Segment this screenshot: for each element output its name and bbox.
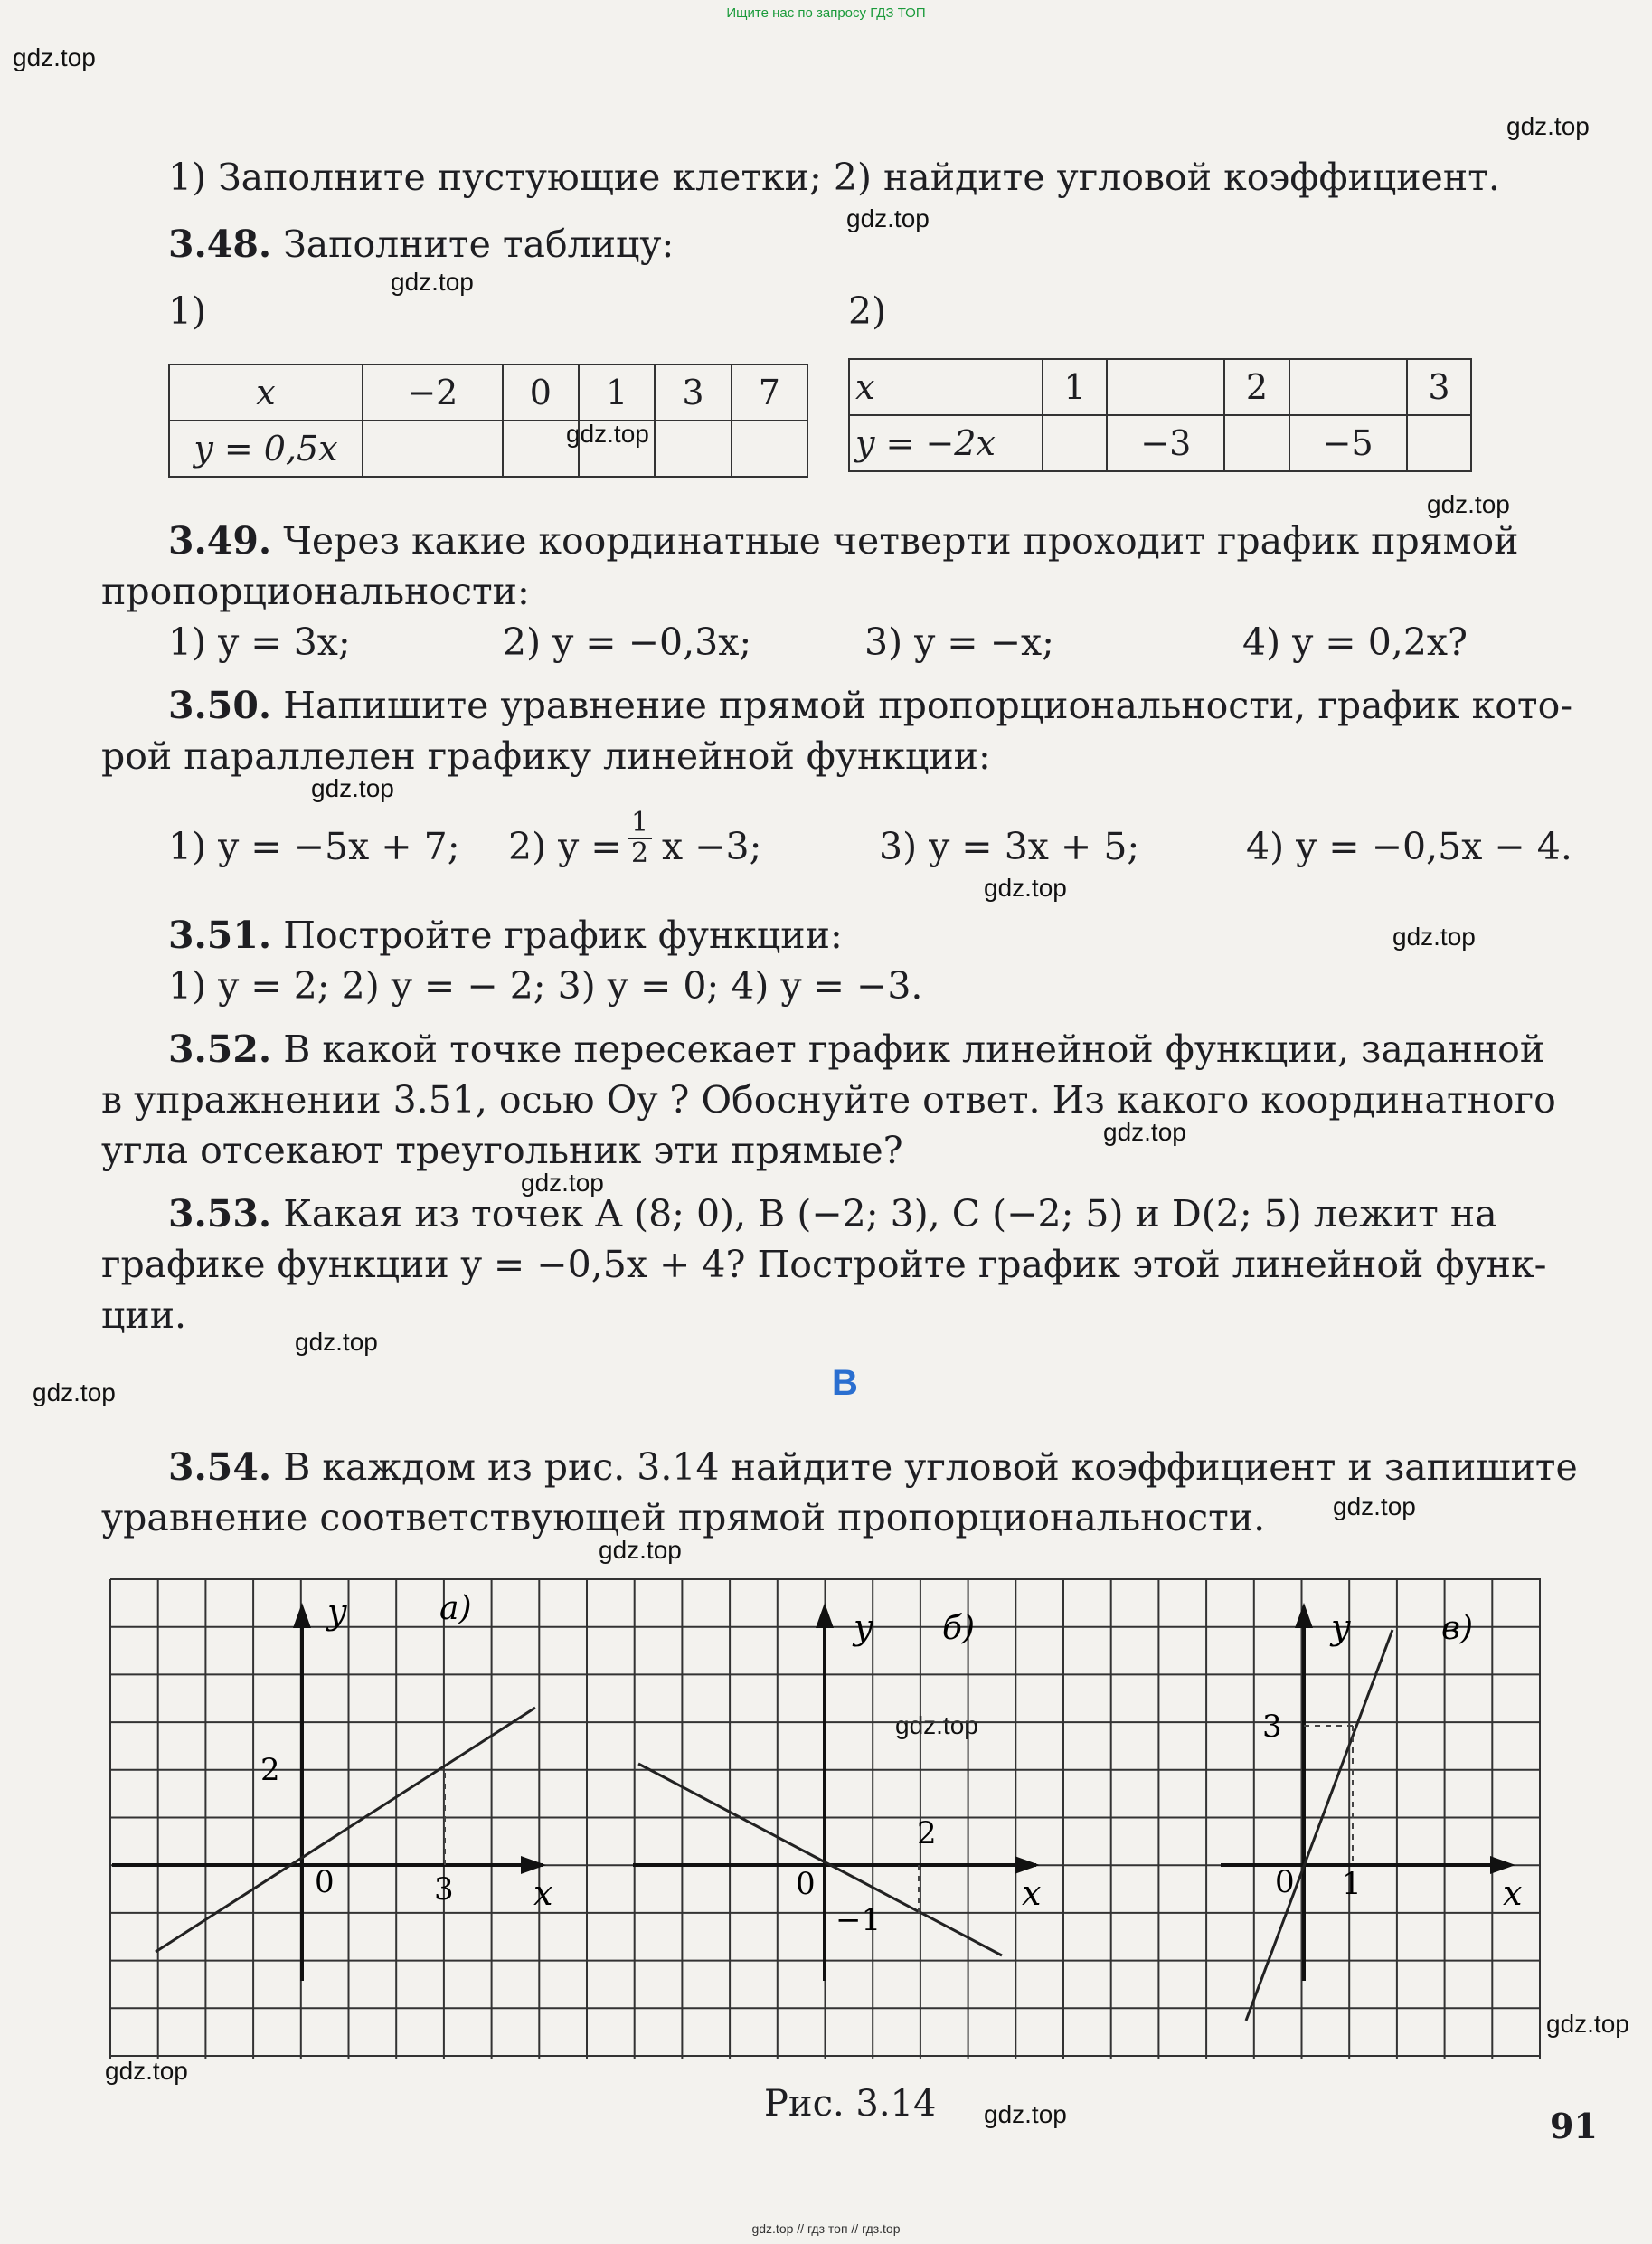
plot-a bbox=[112, 1590, 552, 1981]
x-axis-label: x bbox=[1022, 1873, 1042, 1913]
origin-label: 0 bbox=[796, 1866, 816, 1902]
exercise-3-54-line2: уравнение соответствующей прямой пропорциональности. bbox=[101, 1496, 1266, 1539]
table-cell: 1 bbox=[1043, 359, 1107, 415]
exercise-number: 3.54. bbox=[168, 1445, 272, 1489]
exercise-3-49-line1: 3.49. Через какие координатные четверти проходит график прямой bbox=[168, 519, 1519, 563]
origin-label: 0 bbox=[1275, 1864, 1295, 1900]
table-header-y: y = −2x bbox=[849, 415, 1043, 471]
fraction-one-half: $\frac{1}{2}$ bbox=[628, 809, 652, 867]
y-axis-label: y bbox=[854, 1607, 873, 1647]
exercise-3-53-line2: графике функции y = −0,5x + 4? Постройте график этой линейной функ- bbox=[101, 1243, 1547, 1286]
watermark: gdz.top bbox=[391, 268, 474, 296]
watermark: gdz.top bbox=[1546, 2010, 1629, 2038]
exercise-number: 3.49. bbox=[168, 519, 272, 563]
watermark: gdz.top bbox=[1333, 1492, 1416, 1520]
x-axis-arrow bbox=[1015, 1856, 1040, 1874]
line-graph-c bbox=[1246, 1630, 1392, 2021]
watermark: gdz.top bbox=[599, 1536, 682, 1564]
top-banner: Ищите нас по запросу ГДЗ ТОП bbox=[726, 5, 926, 21]
y-tick-label: −1 bbox=[835, 1902, 882, 1938]
bottom-banner: gdz.top // гдз топ // гдз.top bbox=[751, 2221, 901, 2236]
table-cell: 7 bbox=[732, 365, 807, 421]
exercise-3-50-line2: рой параллелен графику линейной функции: bbox=[101, 734, 991, 778]
watermark: gdz.top bbox=[311, 774, 394, 802]
section-letter: В bbox=[832, 1363, 858, 1403]
page-number: 91 bbox=[1550, 2106, 1598, 2146]
exercise-3-52-line1: 3.52. В какой точке пересекает график линейной функции, заданной bbox=[168, 1027, 1545, 1071]
x-axis-label: x bbox=[533, 1873, 553, 1913]
origin-label: 0 bbox=[315, 1864, 335, 1900]
y-axis-arrow bbox=[293, 1603, 311, 1628]
watermark: gdz.top bbox=[13, 43, 96, 71]
watermark: gdz.top bbox=[1103, 1118, 1186, 1146]
x-axis-arrow bbox=[1490, 1856, 1515, 1874]
exercise-3-54-line1: 3.54. В каждом из рис. 3.14 найдите угловой коэффициент и запишите bbox=[168, 1445, 1578, 1489]
x-tick-label: 2 bbox=[917, 1815, 937, 1851]
watermark: gdz.top bbox=[521, 1169, 604, 1197]
watermark: gdz.top bbox=[895, 1711, 978, 1739]
intro-instruction: 1) Заполните пустующие клетки; 2) найдите угловой коэффициент. bbox=[168, 156, 1500, 199]
table-cell: −2 bbox=[363, 365, 503, 421]
table-header-x: x bbox=[169, 365, 363, 421]
x-axis-arrow bbox=[521, 1856, 546, 1874]
table-cell: −5 bbox=[1289, 415, 1407, 471]
y-tick-label: 2 bbox=[260, 1752, 280, 1788]
table-cell: 0 bbox=[503, 365, 579, 421]
figure-caption: Рис. 3.14 bbox=[764, 2083, 937, 2125]
line-graph-b bbox=[638, 1764, 1002, 1955]
table-cell: 3 bbox=[655, 365, 731, 421]
exercise-3-49-line2: пропорциональности: bbox=[101, 570, 530, 613]
plot-label: в) bbox=[1441, 1610, 1473, 1647]
watermark: gdz.top bbox=[1427, 490, 1510, 518]
exercise-3-51-options: 1) y = 2; 2) y = − 2; 3) y = 0; 4) y = −3. bbox=[168, 964, 923, 1008]
exercise-3-50-line1: 3.50. Напишите уравнение прямой пропорциональности, график кото- bbox=[168, 684, 1573, 727]
exercise-3-52-line3: угла отсекают треугольник эти прямые? bbox=[101, 1129, 903, 1172]
y-axis-label: y bbox=[327, 1592, 347, 1632]
exercise-number: 3.53. bbox=[168, 1192, 272, 1236]
line-graph-a bbox=[156, 1708, 535, 1952]
y-axis-arrow bbox=[1295, 1603, 1313, 1628]
exercise-3-50-options: 1) y = −5x + 7; 2) y = $\frac{1}{2}$ x −3; 3) y = 3x + 5; 4) y = −0,5x − 4. bbox=[168, 807, 1572, 869]
table-cell: 1 bbox=[579, 365, 655, 421]
exercise-number: 3.51. bbox=[168, 914, 272, 957]
y-tick-label: 3 bbox=[1262, 1709, 1282, 1745]
exercise-3-52-line2: в упражнении 3.51, осью Oy ? Обоснуйте ответ. Из какого координатного bbox=[101, 1078, 1556, 1122]
table-header-y: y = 0,5x bbox=[169, 421, 363, 477]
table1-label: 1) bbox=[168, 289, 207, 333]
table2-label: 2) bbox=[848, 289, 887, 333]
exercise-title: Заполните таблицу: bbox=[283, 223, 675, 266]
plot-c bbox=[1221, 1603, 1522, 2021]
exercise-number: 3.52. bbox=[168, 1027, 272, 1071]
exercise-3-53-line3: ции. bbox=[101, 1293, 187, 1337]
plot-label: а) bbox=[439, 1590, 472, 1627]
table-cell: 3 bbox=[1407, 359, 1471, 415]
table-header-x: x bbox=[849, 359, 1043, 415]
x-tick-label: 3 bbox=[434, 1871, 454, 1908]
plot-b bbox=[633, 1603, 1041, 1981]
exercise-number: 3.50. bbox=[168, 684, 272, 727]
watermark: gdz.top bbox=[984, 874, 1067, 902]
y-axis-label: y bbox=[1331, 1607, 1351, 1647]
table-cell: 2 bbox=[1224, 359, 1289, 415]
exercise-3-51-heading: 3.51. Постройте график функции: bbox=[168, 914, 843, 957]
watermark: gdz.top bbox=[984, 2100, 1067, 2128]
plot-label: б) bbox=[942, 1610, 976, 1647]
exercise-number: 3.48. bbox=[168, 223, 272, 266]
x-axis-label: x bbox=[1503, 1873, 1523, 1913]
y-axis-arrow bbox=[816, 1603, 834, 1628]
watermark: gdz.top bbox=[105, 2057, 188, 2085]
watermark: gdz.top bbox=[1506, 112, 1590, 140]
watermark: gdz.top bbox=[846, 204, 930, 232]
x-tick-label: 1 bbox=[1342, 1866, 1362, 1902]
exercise-3-53-line1: 3.53. Какая из точек A (8; 0), B (−2; 3), C (−2; 5) и D(2; 5) лежит на bbox=[168, 1192, 1497, 1236]
watermark: gdz.top bbox=[295, 1328, 378, 1356]
watermark: gdz.top bbox=[1392, 923, 1476, 951]
watermark: gdz.top bbox=[33, 1378, 116, 1406]
table-cell: −3 bbox=[1107, 415, 1224, 471]
watermark: gdz.top bbox=[566, 420, 649, 448]
